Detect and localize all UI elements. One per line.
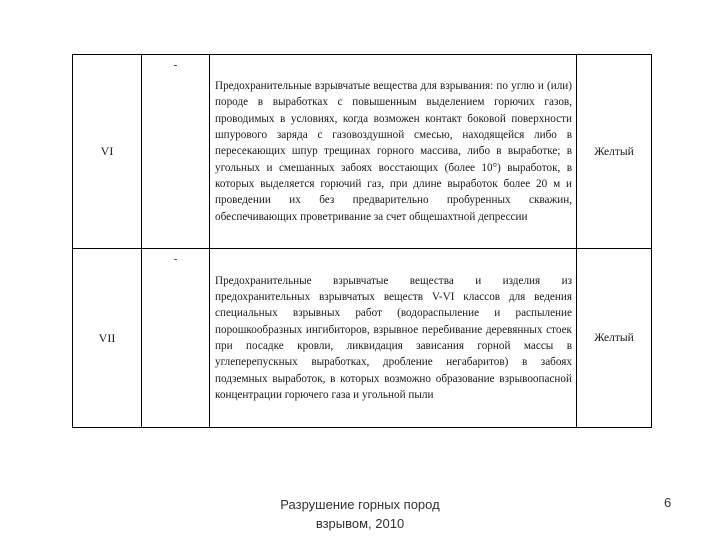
slide-footer <box>0 495 720 533</box>
class-cell: VI <box>73 55 142 249</box>
description-cell: Предохранительные взрывчатые вещества для взрывания: по углю и (или) породе в выработках с повышенным выделением горючих газов, проводимых в условиях, когда возможен контакт боковой поверхности шпурового заряда с газовоздушной смесью, находящейся либо в пересекающих шпур трещинах горного массива, либо в выработке; в угольных и смешанных забоях восстающих (более 10°) выработок, в которых выделяется горючий газ, при длине выработок более 20 м и проведении их без предварительно пробуренных скважин, обеспечивающих проветривание за счет общешахтной депрессии <box>210 55 577 249</box>
class-cell: VII <box>73 249 142 428</box>
footer-subtitle: взрывом, 2010 <box>315 516 405 531</box>
subclass-cell: - <box>142 249 210 428</box>
explosives-class-table <box>72 54 652 428</box>
table-row <box>73 249 652 428</box>
page-number: 6 <box>664 495 672 510</box>
table-row <box>73 55 652 249</box>
description-cell: Предохранительные взрывчатые вещества и изделия из предохранительных взрывчатых веществ V-VI классов для ведения специальных взрывных работ (водораспыление и распыление порошкообразных ингибиторов, взрывное перебивание деревянных стоек при посадке кровли, ликвидация зависания горной массы в углеперепускных выработках, дробление негабаритов) в забоях подземных выработок, в которых возможно образование взрывоопасной концентрации горючего газа и угольной пыли <box>210 249 577 428</box>
color-cell: Желтый <box>577 249 652 428</box>
color-cell: Желтый <box>577 55 652 249</box>
subclass-cell: - <box>142 55 210 249</box>
footer-title: Разрушение горных пород <box>280 497 440 512</box>
